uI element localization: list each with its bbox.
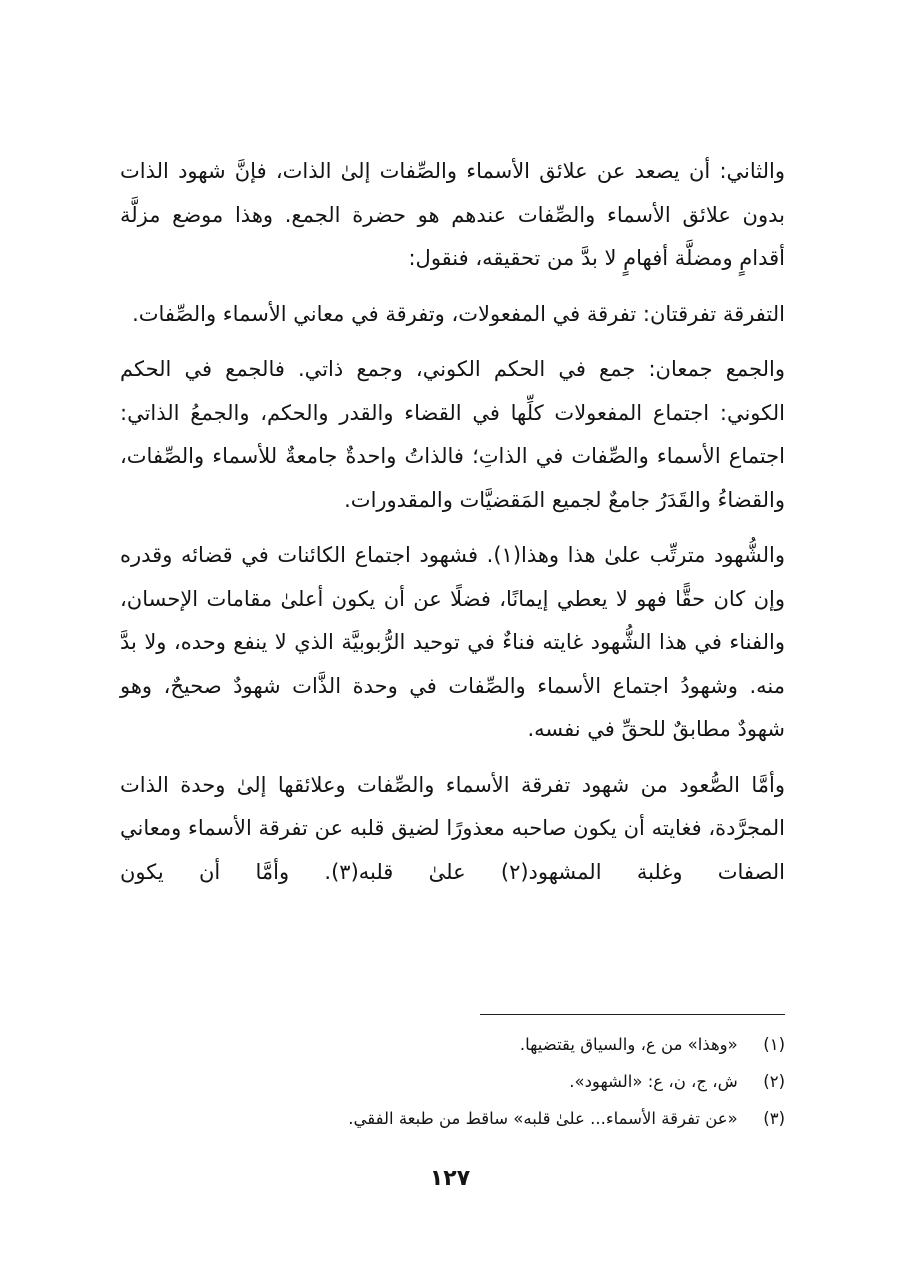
footnote-3 bbox=[300, 1100, 785, 1137]
footnote-number: (٢) bbox=[763, 1072, 785, 1091]
paragraph-3: والجمع جمعان: جمع في الحكم الكوني، وجمع ذاتي. فالجمع في الحكم الكوني: اجتماع المفعولات كلِّها في القضاء والقدر والحكم، والجمعُ الذاتي: اجتماع الأسماء والصِّفات في الذاتِ؛ فالذاتُ واحدةٌ جامعةٌ للأسماء والصِّفات، والقضاءُ والقَدَرُ جامعٌ لجميع المَقضيَّات والمقدورات. bbox=[120, 357, 785, 512]
footnote-2 bbox=[300, 1063, 785, 1100]
page-number: ١٢٧ bbox=[429, 1166, 471, 1191]
paragraph-2: التفرقة تفرقتان: تفرقة في المفعولات، وتفرقة في معاني الأسماء والصِّفات. bbox=[132, 301, 785, 326]
footnote-text: ش، ج، ن، ع: «الشهود». bbox=[569, 1072, 738, 1091]
footnote-number: (١) bbox=[763, 1035, 785, 1054]
main-text bbox=[120, 150, 785, 906]
paragraph-1: والثاني: أن يصعد عن علائق الأسماء والصِّفات إلىٰ الذات، فإنَّ شهود الذات بدون علائق الأسماء والصِّفات عندهم هو حضرة الجمع. وهذا موضع مزلَّة أقدامٍ ومضلَّة أفهامٍ لا بدَّ من تحقيقه، فنقول: bbox=[120, 159, 785, 270]
footnote-1 bbox=[300, 1026, 785, 1063]
paragraph-5: وأمَّا الصُّعود من شهود تفرقة الأسماء والصِّفات وعلائقها إلىٰ وحدة الذات المجرَّدة، فغايته أن يكون صاحبه معذورًا لضيق قلبه عن تفرقة الأسماء ومعاني الصفات وغلبة المشهود(٢) علىٰ قلبه(٣). وأمَّا أن يكون bbox=[120, 772, 785, 884]
footnote-text: «عن تفرقة الأسماء... علىٰ قلبه» ساقط من طبعة الفقي. bbox=[348, 1109, 738, 1128]
footnotes bbox=[300, 1026, 785, 1137]
footnote-text: «وهذا» من ع، والسياق يقتضيها. bbox=[519, 1035, 738, 1054]
footnote-divider bbox=[480, 1014, 785, 1015]
footnote-number: (٣) bbox=[763, 1109, 785, 1128]
paragraph-4: والشُّهود مترتِّب علىٰ هذا وهذا(١). فشهود اجتماع الكائنات في قضائه وقدره وإن كان حقًّا فهو لا يعطي إيمانًا، فضلًا عن أن يكون أعلىٰ مقامات الإحسان، والفناء في هذا الشُّهود غايته فناءٌ في توحيد الرُّبوبيَّة الذي لا ينفع وحده، ولا بدَّ منه. وشهودُ اجتماع الأسماء والصِّفات في وحدة الذَّات شهودٌ صحيحٌ، وهو شهودٌ مطابقٌ للحقِّ في نفسه. bbox=[120, 543, 785, 741]
